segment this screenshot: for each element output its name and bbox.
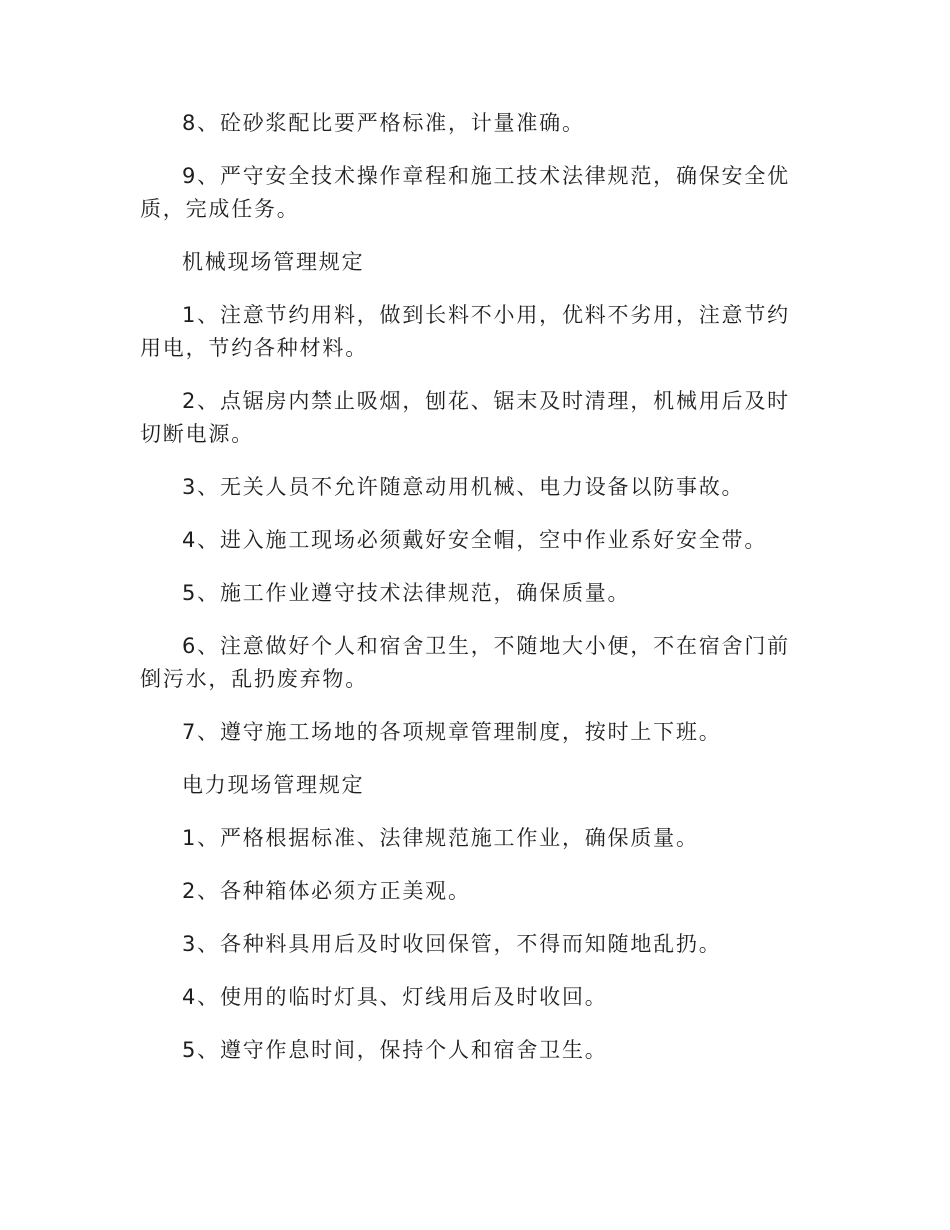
list-item: 6、注意做好个人和宿舍卫生，不随地大小便，不在宿舍门前倒污水，乱扔废弃物。 <box>140 634 790 691</box>
list-item: 2、各种箱体必须方正美观。 <box>182 879 471 903</box>
list-item: 3、无关人员不允许随意动用机械、电力设备以防事故。 <box>182 475 745 499</box>
list-item: 1、注意节约用料，做到长料不小用，优料不劣用，注意节约用电，节约各种材料。 <box>140 303 790 360</box>
list-item: 4、进入施工现场必须戴好安全帽，空中作业系好安全带。 <box>182 528 768 552</box>
list-item: 7、遵守施工场地的各项规章管理制度，按时上下班。 <box>182 720 722 744</box>
list-item: 5、遵守作息时间，保持个人和宿舍卫生。 <box>182 1038 608 1062</box>
list-item: 4、使用的临时灯具、灯线用后及时收回。 <box>182 985 608 1009</box>
list-item: 1、严格根据标准、法律规范施工作业，确保质量。 <box>182 826 699 850</box>
list-item: 2、点锯房内禁止吸烟，刨花、锯末及时清理，机械用后及时切断电源。 <box>140 389 790 446</box>
list-item: 8、砼砂浆配比要严格标准，计量准确。 <box>182 111 585 135</box>
list-item: 5、施工作业遵守技术法律规范，确保质量。 <box>182 581 631 605</box>
list-item: 9、严守安全技术操作章程和施工技术法律规范，确保安全优质，完成任务。 <box>140 164 790 221</box>
section-heading: 机械现场管理规定 <box>182 250 365 274</box>
list-item: 3、各种料具用后及时收回保管，不得而知随地乱扔。 <box>182 932 722 956</box>
section-heading: 电力现场管理规定 <box>182 773 365 797</box>
document-body <box>140 107 810 1067</box>
